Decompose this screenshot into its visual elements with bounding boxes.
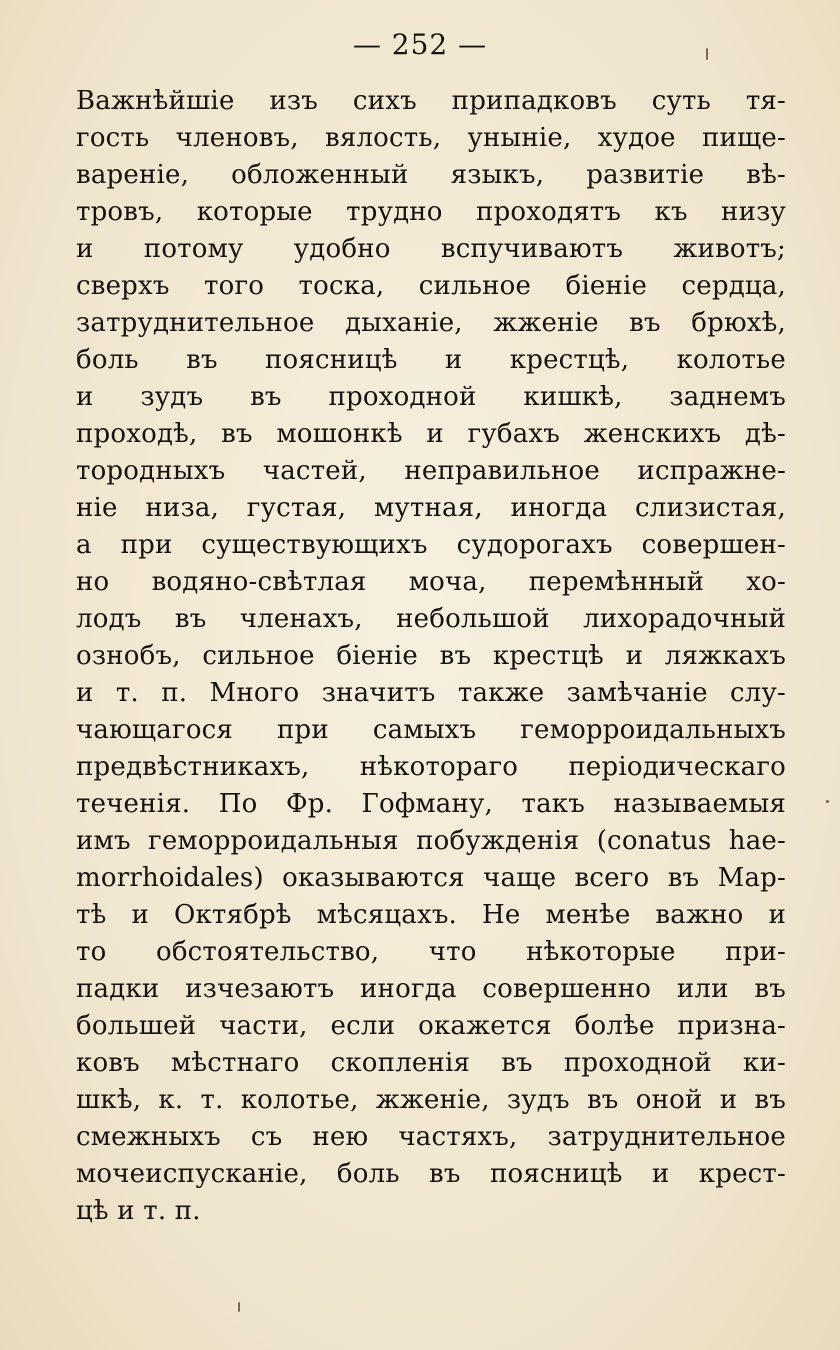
text-line: и зудъ въ проходной кишкѣ, заднемъ <box>76 382 786 412</box>
text-line: цѣ и т. п. <box>76 1196 201 1226</box>
text-line: гость членовъ, вялость, уныніе, худое пище- <box>76 123 786 153</box>
text-line: мочеиспусканіе, боль въ поясницѣ и крест- <box>76 1159 786 1189</box>
text-line: чающагося при самыхъ геморроидальныхъ <box>76 715 786 745</box>
text-line: а при существующихъ судорогахъ совершен- <box>76 530 786 560</box>
text-line: падки изчезаютъ иногда совершенно или въ <box>76 974 786 1004</box>
text-line: теченія. По Фр. Гофману, такъ называемыя <box>76 789 786 819</box>
text-line: большей части, если окажется болѣе призна- <box>76 1011 786 1041</box>
paper-speck <box>826 800 829 803</box>
text-line: сверхъ того тоска, сильное біеніе сердца, <box>76 271 786 301</box>
text-line: и т. п. Много значитъ также замѣчаніе слу- <box>76 678 786 708</box>
text-line: и потому удобно вспучиваютъ животъ; <box>76 234 786 264</box>
text-line: ковъ мѣстнаго скопленія въ проходной ки- <box>76 1048 786 1078</box>
text-line: то обстоятельство, что нѣкоторые при- <box>76 937 786 967</box>
paper-speck <box>238 1302 240 1312</box>
text-line: но водяно-свѣтлая моча, перемѣнный хо- <box>76 567 786 597</box>
text-line: Важнѣйшіе изъ сихъ припадковъ суть тя- <box>76 86 786 116</box>
text-line: шкѣ, к. т. колотье, жженіе, зудъ въ оной и въ <box>76 1085 786 1115</box>
text-line: тородныхъ частей, неправильное испражне- <box>76 456 786 486</box>
text-line: проходѣ, въ мошонкѣ и губахъ женскихъ дѣ- <box>76 419 786 449</box>
paper-speck <box>706 48 708 60</box>
text-line: смежныхъ съ нею частяхъ, затруднительное <box>76 1122 786 1152</box>
text-line: тѣ и Октябрѣ мѣсяцахъ. Не менѣе важно и <box>76 900 786 930</box>
text-line: лодъ въ членахъ, небольшой лихорадочный <box>76 604 786 634</box>
text-line: затруднительное дыханіе, жженіе въ брюхѣ, <box>76 308 786 338</box>
text-line: вареніе, обложенный языкъ, развитіе вѣ- <box>76 160 786 190</box>
text-line: тровъ, которые трудно проходятъ къ низу <box>76 197 786 227</box>
text-line: предвѣстникахъ, нѣкотораго періодическаго <box>76 752 786 782</box>
text-line: имъ геморроидальныя побужденія (conatus haе- <box>76 826 786 856</box>
text-line: ознобъ, сильное біеніе въ крестцѣ и ляжкахъ <box>76 641 786 671</box>
page-number: — 252 — <box>352 28 488 61</box>
text-line: боль въ поясницѣ и крестцѣ, колотье <box>76 345 786 375</box>
body-text <box>76 83 786 1230</box>
text-line: ніе низа, густая, мутная, иногда слизистая, <box>76 493 786 523</box>
text-line: morrhoidales) оказываются чаще всего въ Мар- <box>76 863 786 893</box>
